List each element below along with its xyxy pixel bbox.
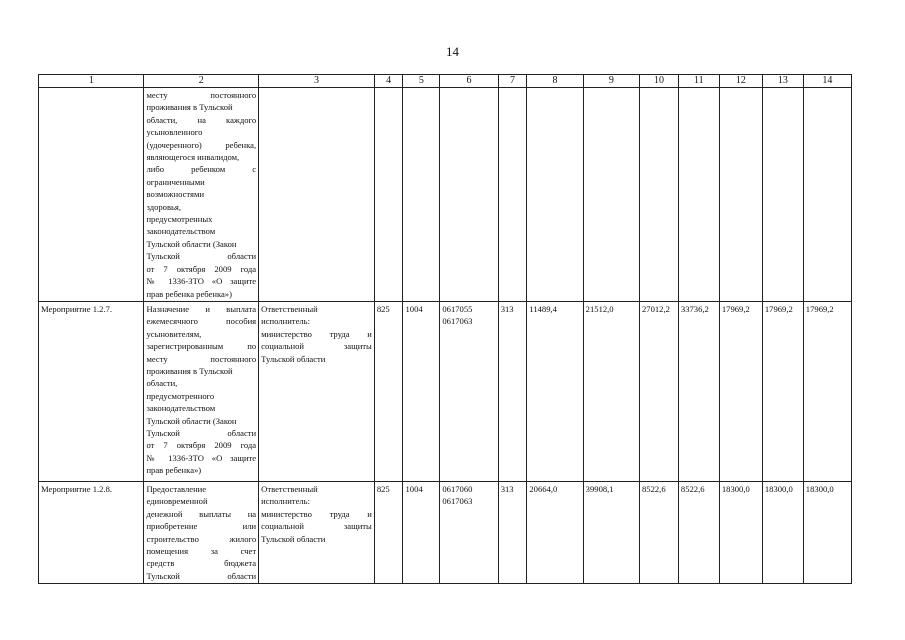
description-cell bbox=[144, 301, 259, 481]
text-line: от 7 октября 2009 года bbox=[146, 263, 257, 274]
text-line: Тульской области (Закон bbox=[146, 415, 237, 426]
text-line: здоровья, bbox=[146, 201, 182, 212]
text-line: ограниченными bbox=[146, 176, 205, 187]
text-line: Тульской области bbox=[261, 353, 326, 364]
text-line: денежной выплаты на bbox=[146, 508, 257, 519]
text-line: Ответственный bbox=[261, 483, 318, 494]
table-body bbox=[39, 88, 852, 584]
value-cell-c10: 27012,2 bbox=[639, 301, 678, 481]
target-article-code: 0617063 bbox=[442, 496, 473, 507]
value-cell-c12 bbox=[719, 88, 762, 302]
target-article-cell bbox=[440, 481, 498, 583]
text-line: законодательством bbox=[146, 226, 216, 237]
text-line: единовременной bbox=[146, 496, 208, 507]
text-line: строительство жилого bbox=[146, 533, 257, 544]
text-line: либо ребенком с bbox=[146, 164, 257, 175]
code-cell-c4 bbox=[374, 88, 403, 302]
text-line: Предоставление bbox=[146, 483, 207, 494]
code-cell-c5: 1004 bbox=[403, 481, 440, 583]
text-line: Ответственный bbox=[261, 303, 318, 314]
value-cell-c13 bbox=[762, 88, 803, 302]
value-cell-c9 bbox=[583, 88, 639, 302]
table-row bbox=[39, 301, 852, 481]
description-cell bbox=[144, 88, 259, 302]
text-line: социальной защиты bbox=[261, 341, 372, 352]
target-article-code: 0617055 bbox=[442, 303, 473, 314]
text-line: области, bbox=[146, 378, 178, 389]
page-number: 14 bbox=[446, 44, 459, 59]
value-cell-c7: 313 bbox=[498, 301, 527, 481]
description-cell bbox=[144, 481, 259, 583]
value-cell-c8: 11489,4 bbox=[527, 301, 583, 481]
text-line: Тульской области bbox=[261, 533, 326, 544]
text-line: социальной защиты bbox=[261, 521, 372, 532]
text-line: прав ребенка») bbox=[146, 465, 202, 476]
table-row bbox=[39, 88, 852, 302]
value-cell-c11 bbox=[678, 88, 719, 302]
value-cell-c11: 8522,6 bbox=[678, 481, 719, 583]
text-line: являющегося инвалидом, bbox=[146, 152, 240, 163]
target-article-code: 0617063 bbox=[442, 316, 473, 327]
column-header-4: 4 bbox=[374, 75, 403, 88]
value-cell-c7: 313 bbox=[498, 481, 527, 583]
value-cell-c9: 39908,1 bbox=[583, 481, 639, 583]
event-cell: Мероприятие 1.2.8. bbox=[39, 481, 144, 583]
text-line: предусмотренного bbox=[146, 390, 215, 401]
text-line: исполнитель: bbox=[261, 316, 310, 327]
text-line: месту постоянного bbox=[146, 90, 257, 100]
column-header-12: 12 bbox=[719, 75, 762, 88]
text-line: Тульской области bbox=[146, 427, 257, 438]
column-header-11: 11 bbox=[678, 75, 719, 88]
text-line: проживания в Тульской bbox=[146, 102, 233, 113]
column-header-5: 5 bbox=[403, 75, 440, 88]
text-line: исполнитель: bbox=[261, 496, 310, 507]
value-cell-c13: 17969,2 bbox=[762, 301, 803, 481]
value-cell-c14: 18300,0 bbox=[803, 481, 851, 583]
column-header-2: 2 bbox=[144, 75, 259, 88]
value-cell-c12: 17969,2 bbox=[719, 301, 762, 481]
text-line: усыновленного bbox=[146, 127, 203, 138]
text-line: предусмотренных bbox=[146, 214, 213, 225]
table-row bbox=[39, 481, 852, 583]
value-cell-c8: 20664,0 bbox=[527, 481, 583, 583]
text-line: возможностями bbox=[146, 189, 205, 200]
text-line: министерство труда и bbox=[261, 508, 372, 519]
executor-cell bbox=[259, 481, 375, 583]
text-line: проживания в Тульской bbox=[146, 365, 233, 376]
value-cell-c11: 33736,2 bbox=[678, 301, 719, 481]
target-article-code: 0617060 bbox=[442, 483, 473, 494]
text-line: области, на каждого bbox=[146, 114, 257, 125]
value-cell-c9: 21512,0 bbox=[583, 301, 639, 481]
code-cell-c5: 1004 bbox=[403, 301, 440, 481]
column-header-7: 7 bbox=[498, 75, 527, 88]
text-line: усыновителям, bbox=[146, 328, 202, 339]
column-header-10: 10 bbox=[639, 75, 678, 88]
text-line: (удочеренного) ребенка, bbox=[146, 139, 257, 150]
column-header-13: 13 bbox=[762, 75, 803, 88]
text-line: № 1336-ЗТО «О защите bbox=[146, 452, 257, 463]
event-cell bbox=[39, 88, 144, 302]
text-line: Тульской области (Закон bbox=[146, 238, 237, 249]
column-header-9: 9 bbox=[583, 75, 639, 88]
text-line: средств бюджета bbox=[146, 558, 257, 569]
text-line: месту постоянного bbox=[146, 353, 257, 364]
text-line: Тульской области bbox=[146, 570, 257, 581]
target-article-cell bbox=[440, 301, 498, 481]
text-line: ежемесячного пособия bbox=[146, 316, 257, 327]
text-line: законодательством bbox=[146, 403, 216, 414]
value-cell-c13: 18300,0 bbox=[762, 481, 803, 583]
column-header-3: 3 bbox=[259, 75, 375, 88]
value-cell-c10 bbox=[639, 88, 678, 302]
text-line: Тульской области bbox=[146, 251, 257, 262]
value-cell-c8 bbox=[527, 88, 583, 302]
header-row bbox=[39, 75, 852, 88]
text-line: помещения за счет bbox=[146, 545, 257, 556]
text-line: от 7 октября 2009 года bbox=[146, 440, 257, 451]
budget-table bbox=[38, 74, 852, 584]
column-header-14: 14 bbox=[803, 75, 851, 88]
executor-cell bbox=[259, 301, 375, 481]
value-cell-c14 bbox=[803, 88, 851, 302]
text-line: прав ребенка ребенка») bbox=[146, 288, 232, 299]
code-cell-c4: 825 bbox=[374, 481, 403, 583]
text-line: Назначение и выплата bbox=[146, 303, 257, 314]
text-line: министерство труда и bbox=[261, 328, 372, 339]
value-cell-c12: 18300,0 bbox=[719, 481, 762, 583]
text-line: зарегистрированным по bbox=[146, 341, 257, 352]
event-cell: Мероприятие 1.2.7. bbox=[39, 301, 144, 481]
text-line: № 1336-ЗТО «О защите bbox=[146, 276, 257, 287]
column-header-8: 8 bbox=[527, 75, 583, 88]
target-article-cell bbox=[440, 88, 498, 302]
column-header-1: 1 bbox=[39, 75, 144, 88]
text-line: приобретение или bbox=[146, 521, 257, 532]
executor-cell bbox=[259, 88, 375, 302]
code-cell-c5 bbox=[403, 88, 440, 302]
value-cell-c10: 8522,6 bbox=[639, 481, 678, 583]
column-header-6: 6 bbox=[440, 75, 498, 88]
value-cell-c14: 17969,2 bbox=[803, 301, 851, 481]
code-cell-c4: 825 bbox=[374, 301, 403, 481]
value-cell-c7 bbox=[498, 88, 527, 302]
